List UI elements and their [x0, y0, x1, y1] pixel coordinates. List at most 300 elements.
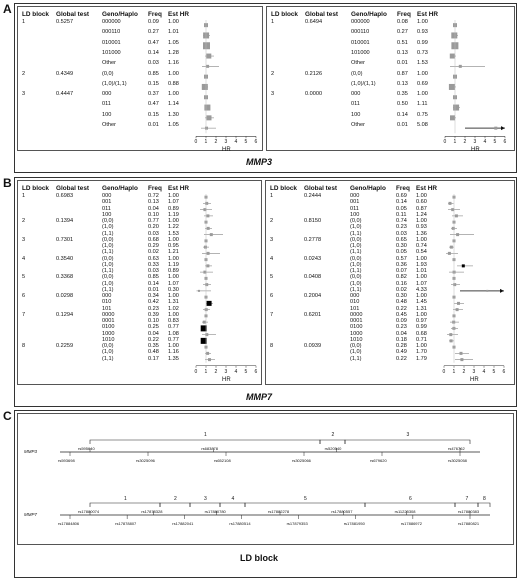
geno-haplo-cell: (1,1) — [350, 268, 362, 274]
freq-cell: 0.22 — [396, 355, 407, 362]
ld-block-number: 4 — [231, 496, 235, 502]
x-tick-label: 4 — [234, 139, 238, 146]
snp-label-bottom: rs3025066 — [292, 458, 311, 463]
ld-block-bracket — [160, 503, 190, 507]
est-hr-cell: 0.89 — [168, 268, 179, 274]
gene-name-label: MMP3 — [24, 449, 38, 454]
freq-cell: 0.17 — [148, 355, 159, 362]
global-test-cell: 0.2778 — [304, 236, 322, 243]
ld-block-cell: 2 — [270, 218, 274, 224]
column-header: Geno/Haplo — [102, 11, 138, 18]
freq-cell: 0.22 — [148, 336, 159, 343]
ld-block-bracket — [365, 503, 455, 507]
freq-cell: 0.74 — [396, 218, 407, 224]
freq-cell: 0.01 — [148, 286, 159, 293]
geno-haplo-cell: (0,0) — [102, 343, 114, 349]
x-tick-label: 2 — [463, 139, 467, 146]
global-test-cell: 0.7301 — [56, 236, 74, 243]
x-tick-label: 2 — [214, 368, 218, 375]
freq-cell: 0.23 — [396, 224, 407, 231]
ld-block-number: 8 — [483, 496, 486, 502]
global-test-cell: 0.5257 — [56, 19, 74, 25]
geno-haplo-cell: (0,0) — [102, 274, 114, 281]
est-hr-cell: 1.00 — [168, 91, 179, 98]
freq-cell: 0.08 — [397, 19, 408, 25]
geno-haplo-cell: Other — [351, 122, 365, 128]
geno-haplo-cell: (1,1) — [350, 286, 362, 293]
est-hr-cell: 1.93 — [416, 261, 427, 268]
est-hr-cell: 0.73 — [417, 49, 428, 56]
geno-haplo-cell: (1,1) — [350, 249, 362, 256]
est-hr-cell: 1.00 — [168, 311, 179, 318]
snp-label-bottom: rs3025096 — [136, 458, 155, 463]
geno-haplo-cell: 000 — [350, 193, 360, 199]
snp-label-bottom: rs652108 — [214, 458, 231, 463]
freq-cell: 0.30 — [396, 243, 407, 249]
panel-b-letter: B — [3, 176, 12, 190]
x-tick-label: 1 — [204, 368, 208, 375]
snp-label-bottom: rs593698 — [58, 458, 75, 463]
x-tick-label: 1 — [204, 139, 208, 146]
est-hr-cell: 4.33 — [416, 286, 427, 293]
est-hr-cell: 1.00 — [416, 218, 427, 224]
snp-label-bottom: rs17878807 — [115, 521, 137, 526]
x-tick-label: 3 — [473, 139, 477, 146]
freq-cell: 0.49 — [396, 349, 407, 356]
ld-block-number: 3 — [406, 432, 410, 438]
est-hr-cell: 1.16 — [168, 349, 179, 356]
geno-haplo-cell: (1,1) — [350, 355, 362, 362]
geno-haplo-cell: (0,0) — [102, 218, 114, 224]
geno-haplo-cell: 010001 — [102, 39, 121, 46]
column-header: LD block — [270, 185, 297, 192]
column-header: Global test — [56, 11, 90, 18]
geno-haplo-cell: 011 — [350, 205, 359, 212]
x-tick-label: 6 — [503, 139, 507, 146]
global-test-cell: 0.2444 — [304, 193, 322, 199]
est-hr-cell: 1.00 — [168, 218, 179, 224]
freq-cell: 0.82 — [396, 274, 407, 281]
x-tick-label: 4 — [483, 139, 487, 146]
geno-haplo-cell: 0001 — [102, 318, 115, 324]
est-hr-cell: 0.87 — [416, 205, 427, 212]
global-test-cell: 0.3540 — [56, 255, 74, 262]
est-hr-cell: 1.00 — [168, 274, 179, 281]
geno-haplo-cell: (0,0) — [350, 218, 362, 224]
x-tick-label: 0 — [194, 139, 198, 146]
freq-cell: 0.04 — [396, 330, 407, 337]
est-hr-cell: 0.99 — [417, 39, 428, 46]
geno-haplo-cell: 000000 — [351, 19, 370, 25]
est-hr-cell: 1.14 — [168, 101, 179, 108]
column-header: Est HR — [416, 185, 437, 192]
ld-block-cell: 2 — [22, 218, 26, 224]
freq-cell: 0.47 — [148, 39, 159, 46]
freq-cell: 0.04 — [148, 205, 159, 212]
geno-haplo-cell: 0100 — [350, 324, 363, 331]
geno-haplo-cell: 1000 — [350, 330, 363, 337]
freq-cell: 0.35 — [397, 91, 408, 98]
freq-cell: 0.09 — [396, 318, 407, 324]
ld-block-cell: 6 — [270, 293, 274, 299]
column-header: Freq — [148, 11, 162, 18]
est-hr-cell: 1.45 — [416, 299, 427, 306]
geno-haplo-cell: 011 — [102, 101, 111, 108]
est-hr-cell: 0.74 — [416, 243, 427, 249]
global-test-cell: 0.6201 — [304, 311, 322, 318]
ld-block-number: 2 — [331, 432, 335, 438]
ld-block-cell: 2 — [22, 70, 26, 77]
snp-label-top: rs11225308 — [394, 509, 416, 514]
freq-cell: 0.72 — [148, 193, 159, 199]
ld-block-bracket — [190, 503, 220, 507]
geno-haplo-cell: 001 — [350, 199, 360, 206]
snp-label-bottom: rs17886972 — [400, 521, 422, 526]
ld-block-cell: 6 — [22, 293, 26, 299]
est-hr-cell: 0.83 — [168, 318, 179, 324]
est-hr-cell: 1.00 — [168, 293, 179, 299]
freq-cell: 0.13 — [148, 199, 159, 206]
freq-cell: 0.05 — [396, 205, 407, 212]
freq-cell: 0.03 — [148, 230, 159, 237]
snp-label-top: rs17878328 — [141, 509, 163, 514]
freq-cell: 0.01 — [148, 122, 159, 128]
freq-cell: 0.63 — [148, 255, 159, 262]
freq-cell: 0.68 — [148, 236, 159, 243]
x-tick-label: 2 — [214, 139, 218, 146]
x-tick-label: 2 — [462, 368, 466, 375]
ld-block-cell: 5 — [270, 274, 274, 281]
est-hr-cell: 1.30 — [168, 111, 179, 118]
snp-label-top: rs17880074 — [78, 509, 100, 514]
ld-block-number: 7 — [465, 496, 469, 502]
geno-haplo-cell: (0,0) — [351, 70, 363, 77]
snp-label-top: rs476762 — [448, 446, 465, 451]
global-test-cell: 0.0298 — [56, 293, 74, 299]
global-test-cell: 0.1294 — [56, 311, 74, 318]
est-hr-cell: 1.00 — [417, 91, 428, 98]
est-hr-cell: 1.05 — [168, 39, 179, 46]
geno-haplo-cell: (0,0) — [102, 236, 114, 243]
x-tick-label: 0 — [442, 368, 446, 375]
est-hr-cell: 1.21 — [168, 249, 179, 256]
est-hr-cell: 1.00 — [168, 255, 179, 262]
freq-cell: 0.85 — [148, 70, 159, 77]
est-hr-cell: 1.00 — [416, 311, 427, 318]
est-hr-cell: 1.00 — [168, 70, 179, 77]
est-hr-cell: 1.00 — [416, 293, 427, 299]
geno-haplo-cell: 0000 — [350, 311, 363, 318]
ld-block-cell: 3 — [271, 91, 275, 98]
est-hr-cell: 1.35 — [168, 355, 179, 362]
geno-haplo-cell: (1,0) — [350, 280, 362, 287]
geno-haplo-cell: (1,0) — [102, 224, 114, 231]
freq-cell: 0.11 — [396, 211, 407, 218]
ld-block-cell: 7 — [270, 311, 274, 318]
freq-cell: 0.13 — [397, 49, 408, 56]
est-hr-cell: 1.31 — [168, 299, 179, 306]
snp-label-top: rs17882278 — [268, 509, 290, 514]
est-hr-cell: 1.79 — [416, 355, 427, 362]
geno-haplo-cell: 010001 — [351, 39, 370, 46]
freq-cell: 0.37 — [148, 91, 159, 98]
snp-label-bottom: rs679620 — [370, 458, 387, 463]
est-hr-cell: 1.00 — [416, 193, 427, 199]
est-hr-cell: 1.02 — [168, 305, 179, 312]
freq-cell: 0.02 — [396, 286, 407, 293]
geno-haplo-cell: 100 — [350, 211, 360, 218]
ld-block-number: 3 — [204, 496, 207, 502]
freq-cell: 0.18 — [396, 336, 407, 343]
freq-cell: 0.77 — [148, 218, 159, 224]
freq-cell: 0.65 — [396, 236, 407, 243]
est-hr-cell: 0.69 — [417, 80, 428, 87]
geno-haplo-cell: 1010 — [102, 336, 115, 343]
est-hr-cell: 1.00 — [417, 19, 428, 25]
snp-label-bottom: rs3025058 — [448, 458, 467, 463]
est-hr-cell: 1.19 — [168, 261, 179, 268]
est-hr-cell: 5.08 — [417, 122, 428, 128]
geno-haplo-cell: (1,1) — [102, 268, 114, 274]
freq-cell: 0.42 — [148, 299, 159, 306]
est-hr-cell: 1.36 — [416, 230, 427, 237]
freq-cell: 0.30 — [396, 293, 407, 299]
geno-haplo-cell: (1,1) — [350, 230, 362, 237]
geno-haplo-cell: 100 — [102, 211, 112, 218]
geno-haplo-cell: (1,0) — [102, 243, 114, 249]
geno-haplo-cell: 000110 — [351, 29, 370, 36]
est-hr-cell: 0.99 — [416, 324, 427, 331]
ld-block-cell: 7 — [22, 311, 26, 318]
geno-haplo-cell: 010 — [102, 299, 112, 306]
freq-cell: 0.14 — [148, 280, 159, 287]
ld-block-bracket — [478, 503, 490, 507]
freq-cell: 0.39 — [148, 311, 159, 318]
freq-cell: 0.10 — [148, 211, 159, 218]
freq-cell: 0.57 — [396, 255, 407, 262]
column-header: Freq — [396, 185, 410, 192]
est-hr-cell: 1.22 — [168, 224, 179, 231]
freq-cell: 0.16 — [396, 280, 407, 287]
x-tick-label: 5 — [244, 368, 248, 375]
freq-cell: 0.51 — [397, 39, 408, 46]
est-hr-cell: 1.16 — [168, 60, 179, 67]
geno-haplo-cell: 101000 — [351, 49, 370, 56]
geno-haplo-cell: (1,0) — [102, 280, 114, 287]
ld-block-number: 1 — [124, 496, 127, 502]
global-test-cell: 0.6494 — [305, 19, 323, 25]
est-hr-cell: 1.08 — [168, 330, 179, 337]
est-hr-cell: 0.77 — [168, 324, 179, 331]
geno-haplo-cell: (1,1) — [102, 286, 114, 293]
freq-cell: 0.01 — [397, 122, 408, 128]
geno-haplo-cell: (1,0) — [350, 261, 362, 268]
geno-haplo-cell: 1000 — [102, 330, 115, 337]
x-tick-label: 5 — [492, 368, 496, 375]
est-hr-cell: 1.00 — [168, 19, 179, 25]
x-tick-label: 6 — [254, 368, 258, 375]
geno-haplo-cell: 011 — [102, 205, 111, 212]
column-header: LD block — [22, 185, 49, 192]
geno-haplo-cell: (0,0) — [350, 274, 362, 281]
est-hr-cell: 0.54 — [416, 249, 427, 256]
freq-cell: 0.09 — [148, 19, 159, 25]
freq-cell: 0.14 — [397, 111, 408, 118]
est-hr-cell: 1.00 — [168, 193, 179, 199]
freq-cell: 0.50 — [397, 101, 408, 108]
freq-cell: 0.14 — [148, 49, 159, 56]
snp-label-bottom: rs17879353 — [286, 521, 308, 526]
freq-cell: 0.07 — [396, 268, 407, 274]
est-hr-cell: 1.00 — [168, 236, 179, 243]
freq-cell: 0.28 — [396, 343, 407, 349]
global-test-cell: 0.4349 — [56, 70, 74, 77]
global-test-cell: 0.0939 — [304, 343, 322, 349]
est-hr-cell: 1.00 — [168, 343, 179, 349]
snp-label-bottom: rs17882041 — [172, 521, 194, 526]
freq-cell: 0.87 — [397, 70, 408, 77]
est-hr-cell: 1.00 — [417, 70, 428, 77]
column-header: Freq — [148, 185, 162, 192]
geno-haplo-cell: (0,0) — [102, 70, 114, 77]
x-axis-label: HR — [222, 376, 231, 383]
column-header: Geno/Haplo — [351, 11, 387, 18]
est-hr-cell: 0.93 — [416, 224, 427, 231]
panel-c-letter: C — [3, 409, 12, 423]
geno-haplo-cell: (0,0) — [350, 255, 362, 262]
est-hr-cell: 1.11 — [417, 101, 428, 108]
panel-b-caption: MMP7 — [246, 392, 273, 402]
x-tick-label: 1 — [452, 368, 456, 375]
global-test-cell: 0.0243 — [304, 255, 322, 262]
est-hr-cell: 1.70 — [416, 349, 427, 356]
snp-label-bottom: rs17880821 — [458, 521, 480, 526]
geno-haplo-cell: 000110 — [102, 29, 121, 36]
snp-label-bottom: rs17884806 — [58, 521, 80, 526]
ld-block-bracket — [90, 440, 320, 444]
est-hr-cell: 0.71 — [416, 336, 427, 343]
snp-label-top: rs520540 — [324, 446, 342, 451]
geno-haplo-cell: (1,0) — [102, 349, 114, 356]
column-header: Est HR — [417, 11, 438, 18]
freq-cell: 0.33 — [148, 261, 159, 268]
est-hr-cell: 0.89 — [168, 205, 179, 212]
ld-block-cell: 3 — [22, 236, 26, 243]
snp-label-top: rs595640 — [78, 446, 95, 451]
column-header: Geno/Haplo — [350, 185, 386, 192]
geno-haplo-cell: 100 — [102, 111, 112, 118]
freq-cell: 0.29 — [148, 243, 159, 249]
est-hr-cell: 0.60 — [416, 199, 427, 206]
ld-block-bracket — [455, 503, 478, 507]
snp-label-bottom: rs17880514 — [229, 521, 251, 526]
ld-block-cell: 5 — [22, 274, 26, 281]
freq-cell: 0.15 — [148, 111, 159, 118]
ld-block-bracket — [320, 440, 345, 444]
freq-cell: 0.02 — [148, 249, 159, 256]
geno-haplo-cell: 0000 — [102, 311, 115, 318]
x-tick-label: 0 — [443, 139, 447, 146]
freq-cell: 0.27 — [397, 29, 408, 36]
x-tick-label: 4 — [482, 368, 486, 375]
column-header: Est HR — [168, 185, 189, 192]
ld-block-cell: 3 — [22, 91, 26, 98]
panel-a-caption: MMP3 — [246, 157, 273, 167]
geno-haplo-cell: 000000 — [102, 19, 121, 25]
geno-haplo-cell: Other — [102, 122, 116, 128]
global-test-cell: 0.4447 — [56, 91, 74, 98]
global-test-cell: 0.2126 — [305, 70, 323, 77]
ld-block-cell: 1 — [271, 19, 275, 25]
ld-block-cell: 2 — [271, 70, 275, 77]
geno-haplo-cell: 000 — [102, 193, 112, 199]
freq-cell: 0.22 — [396, 305, 407, 312]
geno-haplo-cell: 000 — [351, 91, 361, 98]
est-hr-cell: 1.00 — [416, 255, 427, 262]
column-header: Freq — [397, 11, 411, 18]
gene-name-label: MMP7 — [24, 512, 38, 517]
ld-block-cell: 1 — [22, 193, 26, 199]
freq-cell: 0.36 — [396, 261, 407, 268]
est-hr-cell: 1.07 — [168, 199, 179, 206]
global-test-cell: 0.8150 — [304, 218, 322, 224]
est-hr-cell: 0.68 — [416, 330, 427, 337]
freq-cell: 0.47 — [148, 101, 159, 108]
panel-a-letter: A — [3, 2, 12, 16]
ld-block-bracket — [345, 440, 470, 444]
est-hr-cell: 1.53 — [168, 230, 179, 237]
freq-cell: 0.35 — [148, 343, 159, 349]
x-tick-label: 6 — [254, 139, 258, 146]
snp-label-top: rs17880780 — [204, 509, 226, 514]
global-test-cell: 0.3368 — [56, 274, 74, 281]
est-hr-cell: 1.00 — [416, 236, 427, 243]
geno-haplo-cell: 1010 — [350, 336, 363, 343]
est-hr-cell: 1.19 — [168, 211, 179, 218]
snp-label-top: rs17880557 — [331, 509, 353, 514]
est-hr-cell: 1.07 — [416, 280, 427, 287]
ld-block-number: 6 — [409, 496, 412, 502]
x-tick-label: 5 — [244, 139, 248, 146]
column-header: LD block — [22, 11, 49, 18]
freq-cell: 0.04 — [148, 330, 159, 337]
est-hr-cell: 0.88 — [168, 80, 179, 87]
geno-haplo-cell: 101 — [102, 305, 112, 312]
x-axis-label: HR — [471, 147, 480, 154]
geno-haplo-cell: (1,1) — [102, 230, 114, 237]
geno-haplo-cell: (1,0) — [350, 224, 362, 231]
freq-cell: 0.23 — [148, 305, 159, 312]
freq-cell: 0.45 — [396, 311, 407, 318]
geno-haplo-cell: 000 — [102, 293, 112, 299]
snp-label-bottom: rs17881950 — [343, 521, 365, 526]
est-hr-cell: 0.77 — [168, 336, 179, 343]
est-hr-cell: 1.28 — [168, 49, 179, 56]
x-axis-label: HR — [470, 376, 479, 383]
est-hr-cell: 1.53 — [417, 60, 428, 67]
x-tick-label: 3 — [472, 368, 476, 375]
column-header: Global test — [305, 11, 339, 18]
freq-cell: 0.13 — [397, 80, 408, 87]
geno-haplo-cell: (0,0) — [350, 343, 362, 349]
global-test-cell: 0.1394 — [56, 218, 74, 224]
freq-cell: 0.20 — [148, 224, 159, 231]
ld-block-number: 2 — [174, 496, 177, 502]
est-hr-cell: 0.93 — [417, 29, 428, 36]
geno-haplo-cell: (1,0) — [350, 243, 362, 249]
snp-label-top: rs17880383 — [458, 509, 480, 514]
ld-block-cell: 1 — [22, 19, 26, 25]
